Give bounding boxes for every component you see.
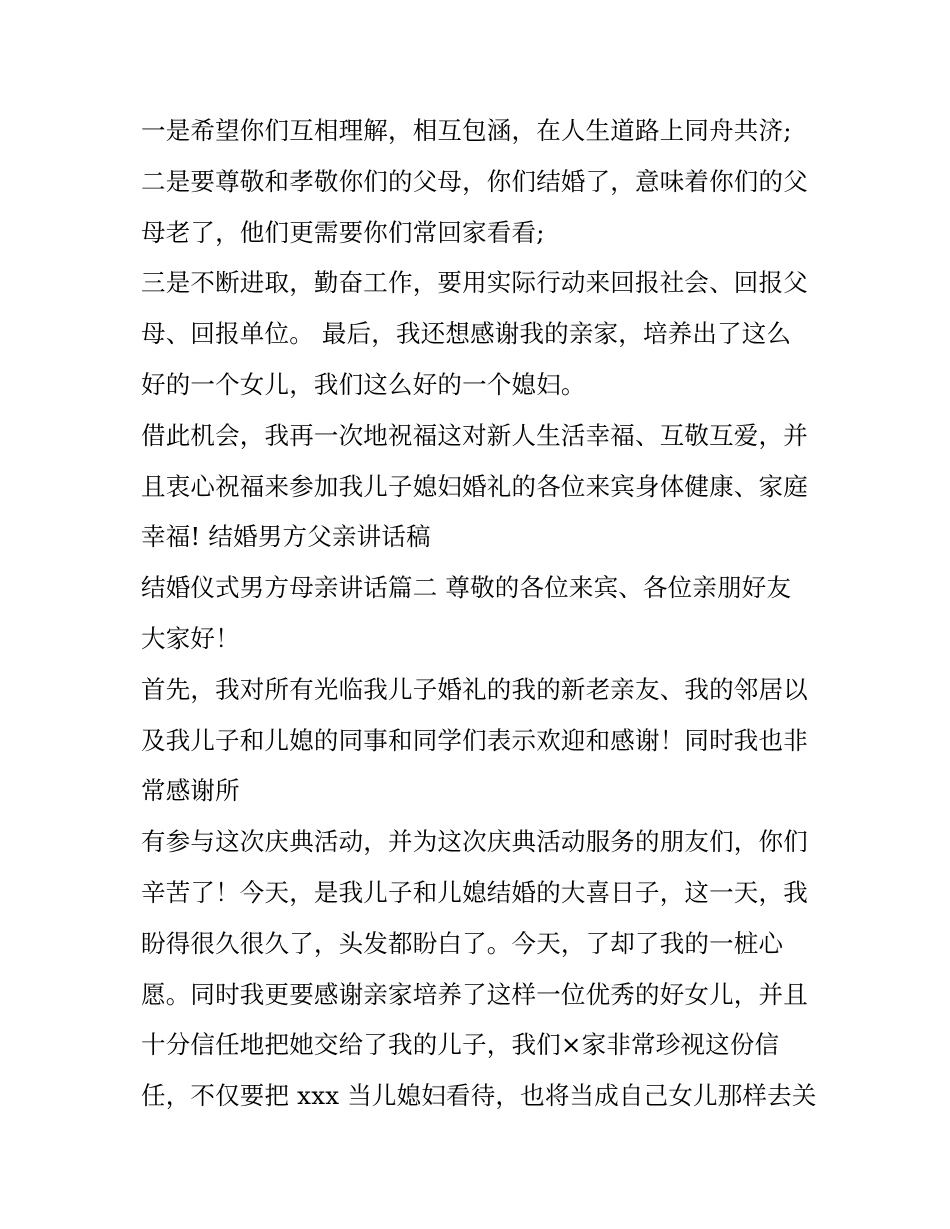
- text-line: 借此机会，我再一次地祝福这对新人生活幸福、互敬互爱，并: [141, 420, 808, 450]
- text-line: 二是要尊敬和孝敬你们的父母，你们结婚了，意味着你们的父: [141, 166, 808, 196]
- text-line: 结婚仪式男方母亲讲话篇二 尊敬的各位来宾、各位亲朋好友: [141, 573, 792, 603]
- text-line: 盼得很久很久了，头发都盼白了。今天，了却了我的一桩心: [141, 928, 784, 958]
- text-line: 常感谢所: [141, 776, 240, 806]
- text-line: 母老了，他们更需要你们常回家看看;: [141, 217, 545, 247]
- text-line: 幸福! 结婚男方父亲讲话稿: [141, 522, 431, 552]
- text-line: 十分信任地把她交给了我的儿子，我们×家非常珍视这份信: [141, 1030, 780, 1060]
- text-line: 大家好！: [141, 623, 240, 653]
- text-line: 首先，我对所有光临我儿子婚礼的我的新老亲友、我的邻居以: [141, 674, 808, 704]
- text-line: 好的一个女儿，我们这么好的一个媳妇。: [141, 369, 586, 399]
- text-line: 及我儿子和儿媳的同事和同学们表示欢迎和感谢！同时我也非: [141, 725, 808, 755]
- text-line: 一是希望你们互相理解，相互包涵，在人生道路上同舟共济;: [141, 116, 792, 145]
- text-line: 有参与这次庆典活动，并为这次庆典活动服务的朋友们，你们: [141, 827, 808, 857]
- text-line: 任，不仅要把 xxx 当儿媳妇看待，也将当成自己女儿那样去关: [141, 1081, 817, 1111]
- text-line: 母、回报单位。 最后，我还想感谢我的亲家，培养出了这么: [141, 319, 792, 349]
- text-line: 且衷心祝福来参加我儿子媳妇婚礼的各位来宾身体健康、家庭: [141, 471, 808, 501]
- text-line: 愿。同时我更要感谢亲家培养了这样一位优秀的好女儿，并且: [141, 979, 808, 1009]
- document-body: [141, 106, 821, 1122]
- text-line: 三是不断进取，勤奋工作，要用实际行动来回报社会、回报父: [141, 268, 808, 298]
- text-line: 辛苦了！今天，是我儿子和儿媳结婚的大喜日子，这一天，我: [141, 877, 808, 907]
